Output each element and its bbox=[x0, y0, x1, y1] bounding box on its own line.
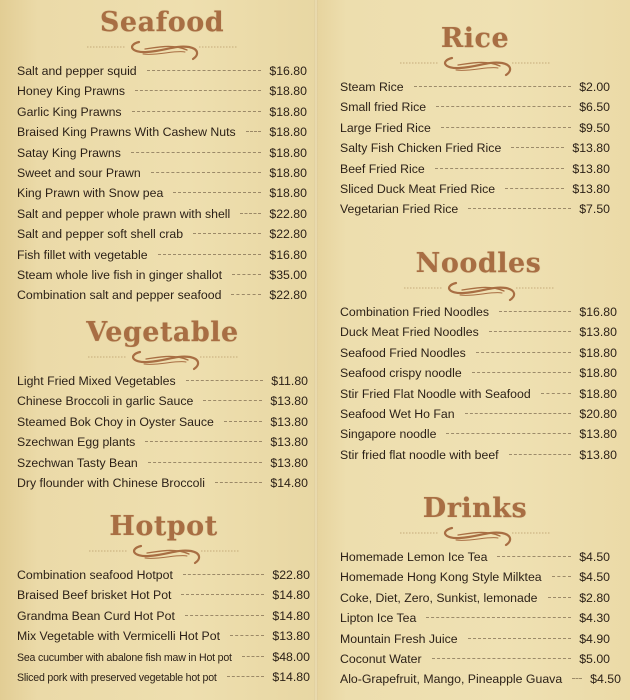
menu-item-name: Seafood Wet Ho Fan bbox=[340, 406, 455, 421]
menu-item-price: $13.80 bbox=[270, 455, 308, 470]
menu-item-price: $13.80 bbox=[579, 447, 617, 462]
menu-item-name: Salt and pepper squid bbox=[17, 64, 137, 78]
dotted-leader bbox=[489, 331, 572, 332]
seafood-heading: Seafood bbox=[99, 7, 225, 38]
dotted-leader bbox=[505, 188, 564, 189]
menu-item bbox=[17, 432, 308, 452]
menu-item-price: $13.80 bbox=[572, 161, 610, 176]
dotted-leader bbox=[541, 393, 572, 394]
menu-item-price: $16.80 bbox=[579, 305, 617, 319]
dotted-leader bbox=[131, 152, 261, 153]
dotted-leader bbox=[548, 597, 572, 598]
dotted-leader bbox=[499, 311, 571, 312]
menu-item-name: Beef Fried Rice bbox=[340, 161, 425, 176]
menu-item bbox=[17, 667, 310, 687]
menu-item-list bbox=[17, 371, 308, 493]
noodles-heading: Noodles bbox=[415, 248, 542, 279]
menu-item bbox=[17, 391, 308, 411]
menu-item-name: Combination salt and pepper seafood bbox=[17, 288, 222, 303]
menu-item-price: $6.50 bbox=[579, 100, 610, 115]
menu-item bbox=[17, 183, 307, 203]
menu-item-name: Seafood crispy noodle bbox=[340, 366, 462, 381]
menu-item bbox=[340, 199, 610, 219]
flourish-ornament-icon bbox=[340, 55, 610, 77]
menu-item bbox=[340, 384, 617, 404]
menu-item-name: Steam Rice bbox=[340, 80, 404, 94]
menu-item-price: $2.80 bbox=[579, 590, 610, 605]
menu-item bbox=[340, 567, 610, 587]
menu-item-price: $14.80 bbox=[272, 669, 310, 684]
menu-item-list bbox=[17, 565, 310, 687]
hotpot-heading: Hotpot bbox=[109, 511, 218, 542]
dotted-leader bbox=[242, 656, 265, 657]
dotted-leader bbox=[414, 86, 572, 87]
menu-item-list bbox=[340, 302, 617, 465]
menu-item-price: $11.80 bbox=[271, 374, 308, 388]
menu-item-name: Chinese Broccoli in garlic Sauce bbox=[17, 394, 194, 409]
dotted-leader bbox=[224, 421, 263, 422]
menu-item bbox=[17, 81, 307, 101]
menu-item-list bbox=[340, 77, 610, 220]
dotted-leader bbox=[246, 131, 262, 132]
menu-item bbox=[17, 102, 307, 122]
menu-item-price: $22.80 bbox=[272, 568, 310, 582]
menu-item-name: Coke, Diet, Zero, Sunkist, lemonade bbox=[340, 590, 538, 605]
menu-item-name: Dry flounder with Chinese Broccoli bbox=[17, 475, 205, 490]
menu-item-name: Mix Vegetable with Vermicelli Hot Pot bbox=[17, 629, 220, 644]
menu-item-name: Light Fried Mixed Vegetables bbox=[17, 374, 176, 388]
dotted-leader bbox=[158, 254, 262, 255]
menu-item-name: Sliced pork with preserved vegetable hot pot bbox=[17, 671, 217, 684]
menu-item-name: Stir Fried Flat Noodle with Seafood bbox=[340, 386, 531, 401]
menu-item-name: Steamed Bok Choy in Oyster Sauce bbox=[17, 414, 214, 429]
menu-item-price: $13.80 bbox=[579, 427, 617, 442]
menu-item-name: Salt and pepper soft shell crab bbox=[17, 227, 184, 242]
dotted-leader bbox=[572, 678, 582, 679]
menu-item-price: $9.50 bbox=[579, 120, 610, 135]
menu-item-price: $22.80 bbox=[269, 206, 307, 221]
menu-item-price: $2.00 bbox=[579, 80, 610, 94]
menu-item bbox=[17, 163, 307, 183]
section-noodles bbox=[340, 249, 617, 465]
menu-item bbox=[340, 547, 610, 567]
flourish-ornament-icon bbox=[340, 525, 610, 547]
menu-item bbox=[17, 285, 307, 305]
menu-item-price: $13.80 bbox=[270, 414, 308, 429]
menu-item bbox=[17, 61, 307, 81]
menu-item-name: Homemade Hong Kong Style Milktea bbox=[340, 570, 542, 585]
section-vegetable bbox=[17, 318, 308, 493]
menu-item-price: $48.00 bbox=[272, 649, 310, 664]
menu-item bbox=[17, 371, 308, 391]
menu-item-name: Singapore noodle bbox=[340, 427, 437, 442]
menu-item-name: Szechwan Egg plants bbox=[17, 435, 136, 450]
menu-item-price: $14.80 bbox=[272, 588, 310, 603]
menu-item-price: $14.80 bbox=[270, 475, 308, 490]
menu-item bbox=[340, 629, 610, 649]
menu-item bbox=[17, 473, 308, 493]
menu-item-name: Sliced Duck Meat Fried Rice bbox=[340, 181, 496, 196]
menu-item-name: Lipton Ice Tea bbox=[340, 611, 417, 626]
menu-item-name: Vegetarian Fried Rice bbox=[340, 202, 459, 217]
dotted-leader bbox=[227, 676, 265, 677]
menu-item-price: $16.80 bbox=[269, 64, 307, 78]
menu-item bbox=[17, 412, 308, 432]
menu-item bbox=[340, 649, 610, 669]
dotted-leader bbox=[468, 638, 572, 639]
menu-item-name: Mountain Fresh Juice bbox=[340, 631, 458, 646]
dotted-leader bbox=[230, 635, 264, 636]
dotted-leader bbox=[232, 274, 261, 275]
menu-item-name: Small fried Rice bbox=[340, 100, 427, 115]
menu-item-name: Duck Meat Fried Noodles bbox=[340, 325, 479, 340]
dotted-leader bbox=[145, 441, 262, 442]
menu-item bbox=[17, 204, 307, 224]
flourish-ornament-icon bbox=[340, 280, 617, 302]
dotted-leader bbox=[193, 233, 261, 234]
menu-item bbox=[17, 606, 310, 626]
menu-item bbox=[340, 669, 621, 689]
dotted-leader bbox=[185, 615, 264, 616]
menu-item bbox=[340, 97, 610, 117]
dotted-leader bbox=[173, 192, 261, 193]
menu-item-name: Szechwan Tasty Bean bbox=[17, 455, 138, 470]
dotted-leader bbox=[135, 90, 261, 91]
menu-item-price: $4.90 bbox=[579, 631, 610, 646]
menu-item-price: $14.80 bbox=[272, 608, 310, 623]
menu-item-price: $18.80 bbox=[269, 125, 307, 140]
menu-item bbox=[17, 647, 310, 667]
menu-item-price: $13.80 bbox=[270, 394, 308, 409]
menu-item-price: $4.50 bbox=[579, 570, 610, 585]
dotted-leader bbox=[497, 556, 571, 557]
vegetable-heading: Vegetable bbox=[86, 317, 239, 348]
menu-item-name: Stir fried flat noodle with beef bbox=[340, 447, 499, 462]
dotted-leader bbox=[132, 111, 262, 112]
dotted-leader bbox=[511, 147, 564, 148]
dotted-leader bbox=[441, 127, 571, 128]
menu-item-name: Combination seafood Hotpot bbox=[17, 568, 173, 582]
menu-item bbox=[340, 588, 610, 608]
menu-item-name: Homemade Lemon Ice Tea bbox=[340, 550, 488, 564]
menu-item-price: $18.80 bbox=[269, 165, 307, 180]
dotted-leader bbox=[509, 454, 572, 455]
menu-item-price: $18.80 bbox=[269, 145, 307, 160]
menu-item-price: $13.80 bbox=[272, 629, 310, 644]
dotted-leader bbox=[465, 413, 572, 414]
menu-item bbox=[340, 322, 617, 342]
menu-item-name: Braised Beef brisket Hot Pot bbox=[17, 588, 172, 603]
menu-item bbox=[17, 565, 310, 585]
menu-item-price: $13.80 bbox=[572, 141, 610, 156]
menu-item bbox=[340, 77, 610, 97]
menu-item-name: Combination Fried Noodles bbox=[340, 305, 490, 319]
menu-item bbox=[340, 445, 617, 465]
menu-item-price: $13.80 bbox=[270, 435, 308, 450]
menu-item-price: $4.50 bbox=[579, 550, 610, 564]
menu-item bbox=[340, 179, 610, 199]
menu-item-name: Coconut Water bbox=[340, 651, 422, 666]
menu-item-name: King Prawn with Snow pea bbox=[17, 186, 164, 201]
menu-item bbox=[17, 265, 307, 285]
menu-item-list bbox=[340, 547, 621, 690]
menu-item bbox=[17, 224, 307, 244]
menu-item-price: $18.80 bbox=[579, 386, 617, 401]
menu-item-price: $35.00 bbox=[269, 267, 307, 282]
menu-item-name: Braised King Prawns With Cashew Nuts bbox=[17, 125, 236, 140]
dotted-leader bbox=[446, 433, 571, 434]
menu-item bbox=[340, 363, 617, 383]
dotted-leader bbox=[468, 208, 571, 209]
menu-item bbox=[340, 138, 610, 158]
rice-heading: Rice bbox=[440, 23, 510, 54]
menu-item bbox=[340, 343, 617, 363]
dotted-leader bbox=[472, 372, 572, 373]
menu-item bbox=[340, 424, 617, 444]
menu-item-name: Salt and pepper whole prawn with shell bbox=[17, 206, 231, 221]
menu-item-name: Seafood Fried Noodles bbox=[340, 345, 466, 360]
dotted-leader bbox=[231, 294, 261, 295]
dotted-leader bbox=[203, 400, 262, 401]
menu-item-price: $18.80 bbox=[269, 186, 307, 201]
menu-item-price: $18.80 bbox=[269, 104, 307, 119]
dotted-leader bbox=[151, 172, 262, 173]
menu-item bbox=[340, 608, 610, 628]
dotted-leader bbox=[436, 106, 571, 107]
menu-item-price: $5.00 bbox=[579, 651, 610, 666]
flourish-ornament-icon bbox=[17, 349, 308, 371]
menu-item-price: $18.80 bbox=[269, 84, 307, 99]
menu-item-name: Sea cucumber with abalone fish maw in Hot pot bbox=[17, 651, 232, 664]
dotted-leader bbox=[148, 462, 263, 463]
drinks-heading: Drinks bbox=[422, 493, 528, 524]
dotted-leader bbox=[435, 168, 565, 169]
dotted-leader bbox=[432, 658, 572, 659]
menu-item bbox=[340, 118, 610, 138]
menu-item-price: $4.30 bbox=[579, 611, 610, 626]
dotted-leader bbox=[552, 576, 572, 577]
menu-item bbox=[17, 122, 307, 142]
section-seafood bbox=[17, 8, 307, 306]
menu-item-name: Garlic King Prawns bbox=[17, 104, 122, 119]
menu-item bbox=[17, 245, 307, 265]
menu-item bbox=[340, 302, 617, 322]
section-drinks bbox=[340, 493, 621, 690]
menu-item-price: $7.50 bbox=[579, 202, 610, 217]
dotted-leader bbox=[476, 352, 572, 353]
menu-item-price: $22.80 bbox=[269, 227, 307, 242]
dotted-leader bbox=[215, 482, 262, 483]
menu-item bbox=[340, 159, 610, 179]
menu-item-price: $13.80 bbox=[579, 325, 617, 340]
menu-item-name: Steam whole live fish in ginger shallot bbox=[17, 267, 223, 282]
menu-item-price: $4.50 bbox=[590, 672, 621, 687]
menu-item-price: $22.80 bbox=[269, 288, 307, 303]
menu-item bbox=[340, 404, 617, 424]
menu-item-name: Grandma Bean Curd Hot Pot bbox=[17, 608, 175, 623]
menu-item-name: Large Fried Rice bbox=[340, 120, 431, 135]
menu-item-price: $16.80 bbox=[269, 247, 307, 262]
menu-item bbox=[17, 585, 310, 605]
menu-item-name: Fish fillet with vegetable bbox=[17, 247, 148, 262]
menu-item-name: Sweet and sour Prawn bbox=[17, 165, 141, 180]
menu-item-price: $20.80 bbox=[579, 406, 617, 421]
flourish-ornament-icon bbox=[17, 39, 307, 61]
menu-item-price: $18.80 bbox=[579, 345, 617, 360]
dotted-leader bbox=[183, 574, 265, 575]
page-fold-divider bbox=[314, 0, 318, 700]
menu-item-name: Alo-Grapefruit, Mango, Pineapple Guava bbox=[340, 672, 563, 687]
menu-item-name: Honey King Prawns bbox=[17, 84, 125, 99]
dotted-leader bbox=[147, 70, 262, 71]
dotted-leader bbox=[426, 617, 571, 618]
menu-item bbox=[17, 626, 310, 646]
menu-item-price: $13.80 bbox=[572, 181, 610, 196]
menu-item bbox=[17, 143, 307, 163]
dotted-leader bbox=[186, 380, 264, 381]
menu-item bbox=[17, 453, 308, 473]
menu-item-price: $18.80 bbox=[579, 366, 617, 381]
section-rice bbox=[340, 24, 610, 220]
section-hotpot bbox=[17, 512, 310, 687]
dotted-leader bbox=[240, 213, 261, 214]
menu-item-name: Salty Fish Chicken Fried Rice bbox=[340, 141, 502, 156]
dotted-leader bbox=[181, 594, 264, 595]
flourish-ornament-icon bbox=[17, 543, 310, 565]
menu-item-list bbox=[17, 61, 307, 306]
menu-item-name: Satay King Prawns bbox=[17, 145, 121, 160]
